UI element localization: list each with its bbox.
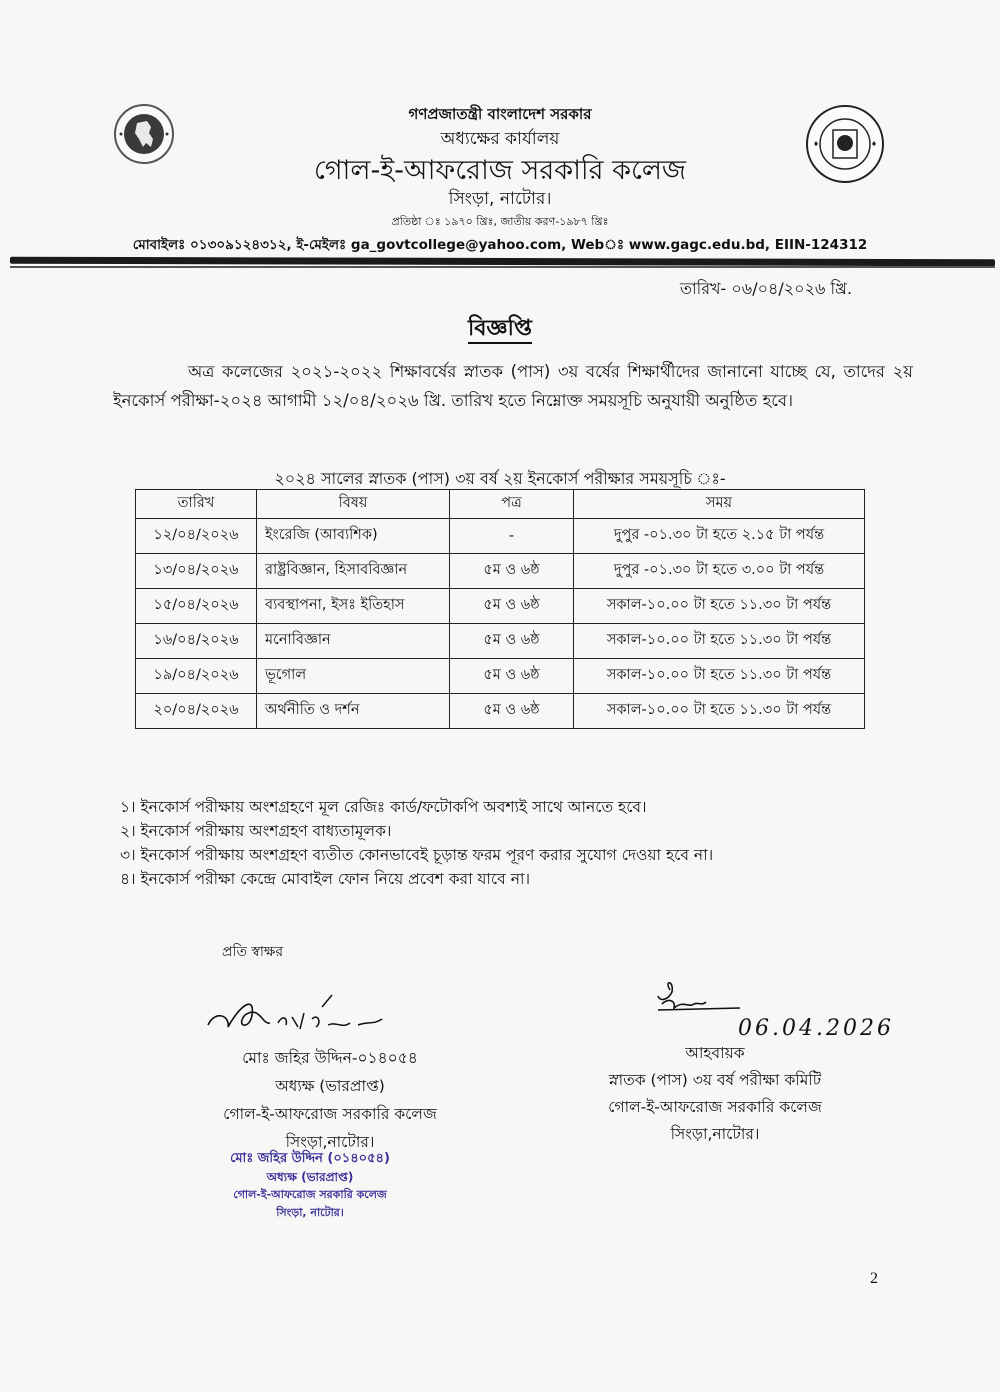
- cell-subject: রাষ্ট্রবিজ্ঞান, হিসাববিজ্ঞান: [257, 554, 450, 589]
- cell-date: ১৫/০৪/২০২৬: [136, 589, 257, 624]
- principal-signature-block: [195, 1044, 465, 1156]
- college-location: সিংড়া, নাটোর।: [448, 189, 552, 209]
- instruction-item: ২। ইনকোর্স পরীক্ষায় অংশগ্রহণ বাধ্যতামূলক।: [120, 822, 392, 840]
- cell-paper: -: [450, 519, 574, 554]
- cell-date: ২০/০৪/২০২৬: [136, 694, 257, 729]
- stamp-location: সিংড়া, নাটোর।: [276, 1206, 344, 1219]
- principal-name: মোঃ জহির উদ্দিন-০১৪০৫৪: [242, 1049, 418, 1067]
- stamp-institution: গোল-ই-আফরোজ সরকারি কলেজ: [233, 1188, 387, 1201]
- cell-time: সকাল-১০.০০ টা হতে ১১.৩০ টা পর্যন্ত: [574, 624, 865, 659]
- convener-institution: গোল-ই-আফরোজ সরকারি কলেজ: [608, 1098, 822, 1116]
- cell-paper: ৫ম ও ৬ষ্ঠ: [450, 589, 574, 624]
- convener-signature-block: [560, 1040, 870, 1148]
- schedule-table: [135, 489, 865, 729]
- notice-date: তারিখ- ০৬/০৪/২০২৬ খ্রি.: [680, 279, 853, 298]
- col-header-subject: বিষয়: [257, 490, 450, 519]
- cell-paper: ৫ম ও ৬ষ্ঠ: [450, 694, 574, 729]
- countersign-label: প্রতি স্বাক্ষর: [222, 944, 284, 960]
- established-info: প্রতিষ্ঠা ঃ ১৯৭০ খ্রিঃ, জাতীয় করণ-১৯৮৭ খ্রিঃ: [391, 215, 609, 228]
- instruction-item: ১। ইনকোর্স পরীক্ষায় অংশগ্রহণে মূল রেজিঃ কার্ড/ফটোকপি অবশ্যই সাথে আনতে হবে।: [120, 798, 647, 816]
- table-row: [136, 624, 865, 659]
- cell-subject: ব্যবস্থাপনা, ইসঃ ইতিহাস: [257, 589, 450, 624]
- cell-paper: ৫ম ও ৬ষ্ঠ: [450, 624, 574, 659]
- col-header-time: সময়: [574, 490, 865, 519]
- cell-subject: অর্থনীতি ও দর্শন: [257, 694, 450, 729]
- cell-date: ১৬/০৪/২০২৬: [136, 624, 257, 659]
- cell-date: ১২/০৪/২০২৬: [136, 519, 257, 554]
- instruction-item: ৩। ইনকোর্স পরীক্ষায় অংশগ্রহণ ব্যতীত কোনভাবেই চূড়ান্ত ফরম পূরণ করার সুযোগ দেওয়া হবে না।: [120, 846, 714, 864]
- principal-stamp: [215, 1150, 405, 1222]
- cell-time: সকাল-১০.০০ টা হতে ১১.৩০ টা পর্যন্ত: [574, 694, 865, 729]
- table-row: [136, 589, 865, 624]
- convener-location: সিংড়া,নাটোর।: [670, 1125, 760, 1143]
- instructions-list: [120, 795, 713, 891]
- convener-role: আহবায়ক: [685, 1044, 745, 1062]
- principal-location: সিংড়া,নাটোর।: [285, 1133, 375, 1151]
- table-row: [136, 659, 865, 694]
- header-divider-thin: [10, 266, 995, 268]
- cell-paper: ৫ম ও ৬ষ্ঠ: [450, 659, 574, 694]
- table-row: [136, 519, 865, 554]
- cell-subject: ইংরেজি (আব্যশিক): [257, 519, 450, 554]
- header-divider: [10, 257, 995, 267]
- office-name: অধ্যক্ষের কার্যালয়: [440, 129, 560, 149]
- handwritten-signature-icon: [200, 985, 410, 1045]
- table-row: [136, 554, 865, 589]
- principal-institution: গোল-ই-আফরোজ সরকারি কলেজ: [223, 1105, 437, 1123]
- convener-committee: স্নাতক (পাস) ৩য় বর্ষ পরীক্ষা কমিটি: [608, 1071, 822, 1089]
- instruction-item: ৪। ইনকোর্স পরীক্ষা কেন্দ্রে মোবাইল ফোন নিয়ে প্রবেশ করা যাবে না।: [120, 870, 530, 888]
- cell-time: দুপুর -০১.৩০ টা হতে ২.১৫ টা পর্যন্ত: [574, 519, 865, 554]
- government-name: গণপ্রজাতন্ত্রী বাংলাদেশ সরকার: [408, 105, 592, 123]
- college-name: গোল-ই-আফরোজ সরকারি কলেজ: [313, 155, 687, 186]
- col-header-date: তারিখ: [136, 490, 257, 519]
- notice-title: [0, 311, 1000, 348]
- principal-designation: অধ্যক্ষ (ভারপ্রাপ্ত): [275, 1077, 385, 1095]
- stamp-designation: অধ্যক্ষ (ভারপ্রাপ্ত): [266, 1170, 354, 1184]
- col-header-paper: পত্র: [450, 490, 574, 519]
- stamp-name: মোঃ জহির উদ্দিন (০১৪০৫৪): [230, 1151, 390, 1166]
- table-header-row: [136, 490, 865, 519]
- schedule-title: ২০২৪ সালের স্নাতক (পাস) ৩য় বর্ষ ২য় ইনকোর্স পরীক্ষার সময়সূচি ঃ-: [274, 469, 726, 488]
- cell-time: দুপুর -০১.৩০ টা হতে ৩.০০ টা পর্যন্ত: [574, 554, 865, 589]
- contact-info: মোবাইলঃ ০১৩০৯১২৪৩১২, ই-মেইলঃ ga_govtcollege@yahoo.com, Webঃ www.gagc.edu.bd, EIIN-124312: [132, 237, 868, 253]
- page-number: 2: [870, 1270, 878, 1287]
- table-row: [136, 694, 865, 729]
- cell-time: সকাল-১০.০০ টা হতে ১১.৩০ টা পর্যন্ত: [574, 589, 865, 624]
- principal-signature: [200, 985, 410, 1045]
- cell-date: ১৩/০৪/২০২৬: [136, 554, 257, 589]
- cell-subject: মনোবিজ্ঞান: [257, 624, 450, 659]
- convener-handwritten-date: 06.04.2026: [738, 1016, 894, 1041]
- cell-time: সকাল-১০.০০ টা হতে ১১.৩০ টা পর্যন্ত: [574, 659, 865, 694]
- cell-paper: ৫ম ও ৬ষ্ঠ: [450, 554, 574, 589]
- notice-body-text: অত্র কলেজের ২০২১-২০২২ শিক্ষাবর্ষের স্নাতক (পাস) ৩য় বর্ষের শিক্ষার্থীদের জানানো যাচ্ছে যে, তাদের ২য় ইনকোর্স পরীক্ষা-২০২৪ আগামী ১২/০৪/২০২৬ খ্রি. তারিখ হতে নিম্নোক্ত সময়সূচি অনুযায়ী অনুষ্ঠিত হবে।: [113, 362, 913, 410]
- notice-body: [113, 357, 913, 415]
- cell-subject: ভূগোল: [257, 659, 450, 694]
- notice-title-text: বিজ্ঞপ্তি: [468, 316, 532, 344]
- cell-date: ১৯/০৪/২০২৬: [136, 659, 257, 694]
